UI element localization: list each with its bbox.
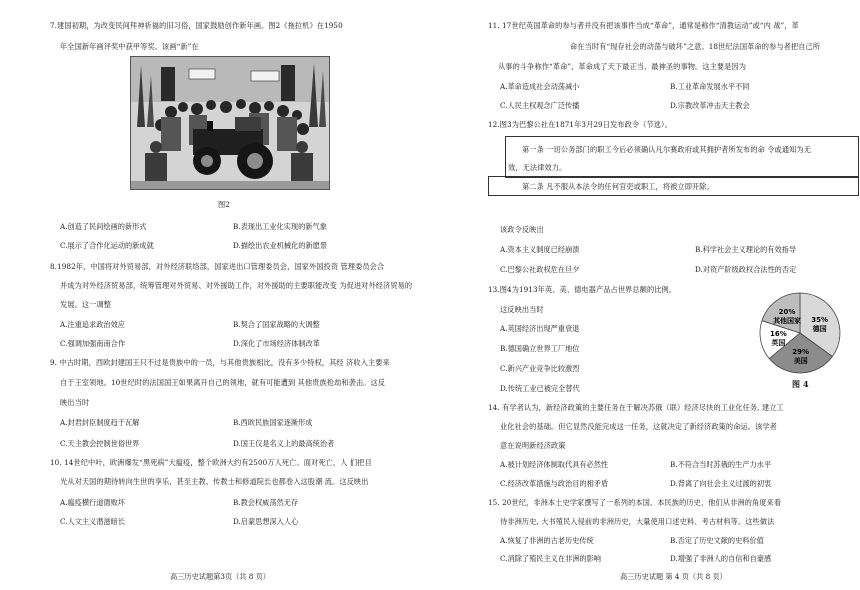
q14-option-a[interactable]: A.被计划经济体制取代具有必然性 bbox=[500, 460, 609, 469]
q7-option-d[interactable]: D.描绘出农业机械化的新愿景 bbox=[233, 241, 328, 250]
pie-value-label-3: 20% bbox=[778, 308, 796, 317]
q8-option-c[interactable]: C.强调加强南南合作 bbox=[60, 339, 126, 348]
q8-option-a[interactable]: A.注重追求政治效应 bbox=[60, 320, 125, 329]
q13-option-b[interactable]: B.德国确立世界工厂地位 bbox=[500, 344, 580, 353]
q14-stem-line2: 业化社会的基础。但它显然没能完成这一任务，这就决定了新经济政策的命运。该学者 bbox=[500, 422, 777, 431]
q15-stem-line2: 待非洲历史, 大书殖民入侵前的非洲历史，大量使用口述史料、考古材料等。这些做法 bbox=[500, 517, 775, 526]
pie-value-label-2: 16% bbox=[770, 330, 787, 339]
q7-stem-line1: 7.建国初期，为改变民间拜神祈福的旧习俗，国家鼓励创作新年画。图2《拖拉机》在1950 bbox=[50, 21, 343, 30]
q8-stem-line1: 8.1982年，中国将对外贸易部，对外经济联络部，国家进出口管理委员会，国家外国投资 管理委员会合 bbox=[50, 262, 385, 271]
q10-option-d[interactable]: D.启蒙思想深入人心 bbox=[233, 517, 299, 526]
edict-article1-line1: 第一条 一切公务部门的职工今后必须确认凡尔赛政府或其拥护者所发布的命 令或通知为无 bbox=[522, 145, 811, 154]
q12-option-b[interactable]: B.科学社会主义理论的有效指导 bbox=[695, 245, 797, 254]
q11-stem-line2: 命在当时有“现存社会的动荡与破坏”之意。18世纪法国革命的参与者把自己所 bbox=[570, 42, 821, 51]
pie-value-label-1: 29% bbox=[792, 347, 810, 356]
q7-option-b[interactable]: B.表现出工业化实现的新气象 bbox=[233, 222, 327, 231]
q9-option-d[interactable]: D.国王仅是名义上的最高统治者 bbox=[233, 439, 335, 448]
right-page bbox=[430, 0, 860, 590]
electrical-products-share-pie-chart bbox=[755, 288, 845, 378]
q10-option-b[interactable]: B.教会权威荡然无存 bbox=[233, 498, 299, 507]
tractor-new-year-painting-figure bbox=[130, 56, 330, 190]
q13-stem-line1: 13.图4为1913年英、美、德电器产品占世界总额的比例。 bbox=[488, 285, 677, 294]
q13-option-a[interactable]: A.英国经济出现严重衰退 bbox=[500, 324, 580, 333]
q15-option-d[interactable]: D.增强了非洲人的自信和自豪感 bbox=[670, 554, 772, 563]
q11-option-b[interactable]: B.工业革命发展水平不同 bbox=[670, 82, 750, 91]
q8-option-d[interactable]: D.深化了市场经济体制改革 bbox=[233, 339, 320, 348]
q11-stem-line3: 从事的斗争称作“革命”，革命成了天下最正当、最神圣的事物。这主要是因为 bbox=[498, 62, 747, 71]
q13-option-d[interactable]: D.传统工业已被完全替代 bbox=[500, 384, 580, 393]
pie-value-label-0: 35% bbox=[811, 316, 828, 325]
pie-category-label-0: 德国 bbox=[812, 325, 827, 334]
q9-stem-line3: 映出当时 bbox=[60, 398, 90, 407]
edict-article1-line2: 效，无法律效力。 bbox=[508, 163, 567, 172]
q8-stem-line3: 发展。这一调整 bbox=[60, 300, 112, 309]
tractor-painting-illustration bbox=[131, 57, 329, 189]
q14-stem-line1: 14. 有学者认为，新经济政策的主要任务在于解决苏俄（联）经济尽快的工业化任务, 建立工 bbox=[488, 403, 784, 412]
q10-option-a[interactable]: A.瘟疫横行道德败坏 bbox=[60, 498, 125, 507]
q10-stem-line1: 10. 14世纪中叶，欧洲爆发“黑死病”大瘟疫，整个欧洲大约有2500万人死亡。面对死亡，人 们把目 bbox=[50, 458, 372, 467]
q12-option-d[interactable]: D.对资产阶级政权合法性的否定 bbox=[695, 265, 797, 274]
q10-stem-line2: 光从对天国的期待转向生世的享乐，甚至主教、传教士和修道院长也都卷入这股潮 流。这反映出 bbox=[60, 477, 369, 486]
q15-option-c[interactable]: C.消除了殖民主义在非洲的影响 bbox=[500, 554, 601, 563]
edict-article2: 第二条 凡不服从本法令的任何官吏或职工，将被立即开除。 bbox=[522, 182, 714, 191]
q12-stem-line1: 12.图3为巴黎公社在1871年3月29日发布政令（节选）。 bbox=[488, 120, 672, 129]
q13-stem-line2: 这反映出当时 bbox=[500, 305, 544, 314]
q12-option-a[interactable]: A.资本主义制度已经崩溃 bbox=[500, 245, 580, 254]
pie-category-label-2: 英国 bbox=[771, 339, 786, 348]
q7-stem-line2: 年全国新年画评奖中获甲等奖。该画“新”在 bbox=[60, 42, 199, 51]
q9-stem-line2: 自于王室领地。10世纪时的法国国王如果离开自己的领地，就有可能遭到 其他贵族抢劫和袭击。这反 bbox=[60, 378, 386, 387]
q9-option-a[interactable]: A.封君封臣制度趋于瓦解 bbox=[60, 418, 140, 427]
q14-option-b[interactable]: B.不符合当时苏俄的生产力水平 bbox=[670, 460, 772, 469]
q9-stem-line1: 9. 中古时期，西欧封建国王只不过是贵族中的一员，与其他贵族相比，没有多少特权，其经 济收入主要来 bbox=[50, 358, 390, 367]
q12-stem-line2: 该政令反映出 bbox=[500, 225, 544, 234]
q14-option-d[interactable]: D.背离了向社会主义过渡的初衷 bbox=[670, 479, 772, 488]
q11-stem-line1: 11. 17世纪英国革命的参与者并没有把该事件当成“革命”，通常是称作“清教运动”或“内 战”，革 bbox=[488, 21, 799, 30]
q11-option-d[interactable]: D.宗教改革冲击天主教会 bbox=[670, 101, 750, 110]
q15-stem-line1: 15. 20世纪，非洲本土史学家撰写了一系列的本国、本民族的历史，他们从非洲的角度来看 bbox=[488, 498, 782, 507]
q11-option-c[interactable]: C.人民主权观念广泛传播 bbox=[500, 101, 580, 110]
q15-option-b[interactable]: B.否定了历史文献的史料价值 bbox=[670, 536, 764, 545]
q15-option-a[interactable]: A.恢复了非洲的古老历史传统 bbox=[500, 536, 594, 545]
pie-category-label-3: 其他国家 bbox=[773, 317, 802, 326]
q8-stem-line2: 并成为对外经济贸易部，统筹管理对外贸易、对外援助工作，对外援助的主要职能改变 为促进对外经济贸易的 bbox=[60, 281, 413, 290]
q11-option-a[interactable]: A.革命造成社会动荡减小 bbox=[500, 82, 580, 91]
q7-figure-caption: 图2 bbox=[218, 200, 230, 209]
q14-stem-line3: 意在说明新经济政策 bbox=[500, 441, 566, 450]
q13-figure-caption: 图 4 bbox=[792, 379, 809, 389]
q13-option-c[interactable]: C.新兴产业竞争比较激烈 bbox=[500, 364, 580, 373]
left-page-footer: 高三历史试题第3页（共 8 页） bbox=[170, 572, 270, 581]
q10-option-c[interactable]: C.人文主义潜滋暗长 bbox=[60, 517, 126, 526]
right-page-footer: 高三历史试题 第 4 页（共 8 页） bbox=[620, 572, 727, 581]
pie-category-label-1: 美国 bbox=[793, 356, 808, 365]
q9-option-b[interactable]: B.西欧民族国家逐渐形成 bbox=[233, 418, 313, 427]
q7-option-c[interactable]: C.展示了合作化运动的新成就 bbox=[60, 241, 154, 250]
q8-option-b[interactable]: B.契合了国家战略的大调整 bbox=[233, 320, 320, 329]
q7-option-a[interactable]: A.创造了民间绘画的新形式 bbox=[60, 222, 147, 231]
q14-option-c[interactable]: C.经济改革措施与政治目的相矛盾 bbox=[500, 479, 609, 488]
q12-option-c[interactable]: C.巴黎公社政权危在旦夕 bbox=[500, 265, 580, 274]
q9-option-c[interactable]: C.天主教会控制世俗世界 bbox=[60, 439, 140, 448]
